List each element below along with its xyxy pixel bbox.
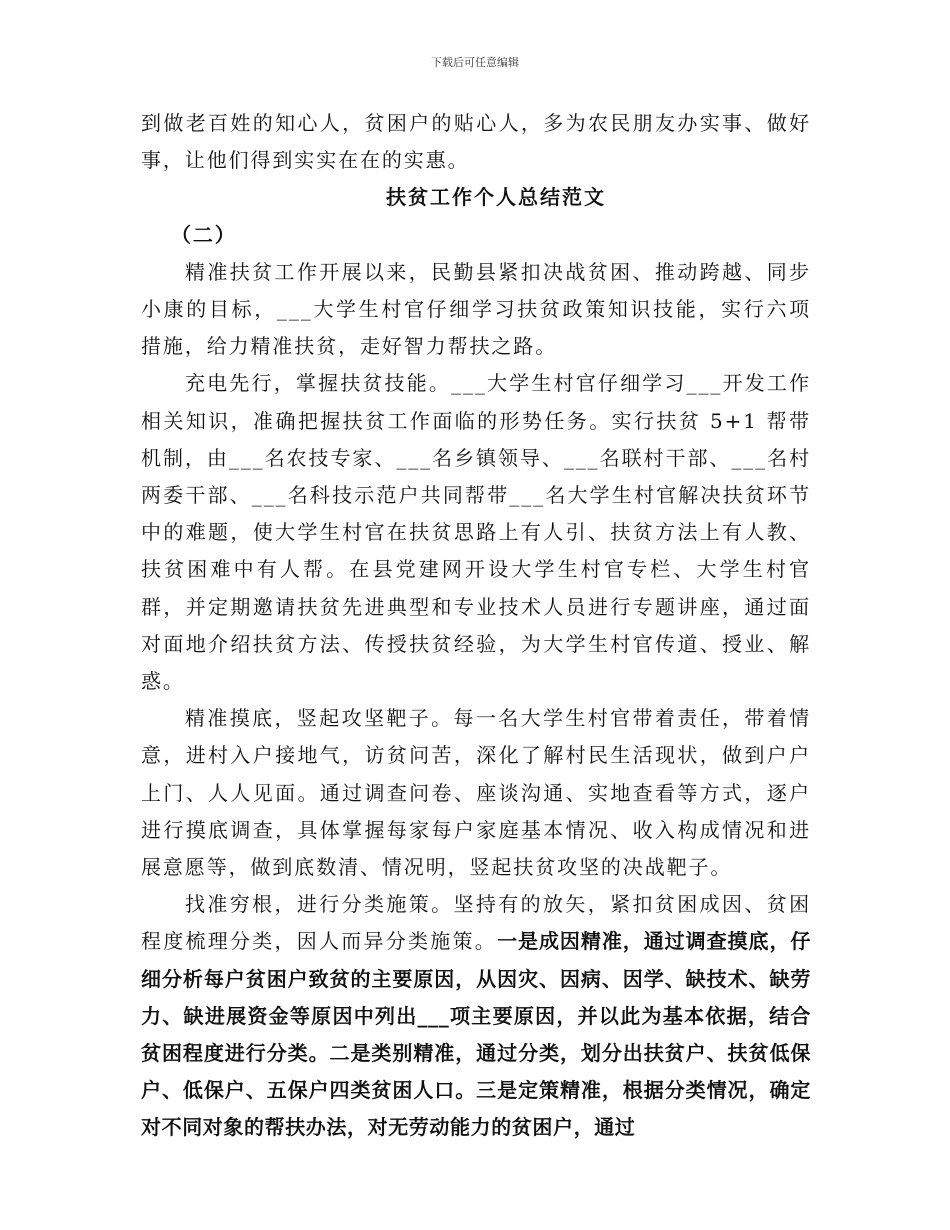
paragraph-intro: 精准扶贫工作开展以来，民勤县紧扣决战贫困、推动跨越、同步小康的目标，___大学生村官仔细学习扶贫政策知识技能，实行六项措施，给力精准扶贫，走好智力帮扶之路。 xyxy=(141,259,811,359)
paragraph-classify-normal: 找准穷根，进行分类施策。坚持有的放矢，紧扣贫困成因、贫困程度梳理分类，因人而异分类施策。 xyxy=(141,892,811,954)
paragraph-survey: 精准摸底，竖起攻坚靶子。每一名大学生村官带着责任，带着情意，进村入户接地气，访贫问苦，深化了解村民生活现状，做到户户上门、人人见面。通过调查问卷、座谈沟通、实地查看等方式，逐户进行摸底调查，具体掌握每家每户家庭基本情况、收入构成情况和进展意愿等，做到底数清、情况明，竖起扶贫攻坚的决战靶子。 xyxy=(141,706,811,880)
paragraph-classify xyxy=(141,886,811,1146)
paragraph-continuation: 到做老百姓的知心人，贫困户的贴心人，多为农民朋友办实事、做好事，让他们得到实实在在的实惠。 xyxy=(141,111,811,173)
paragraph-charging: 充电先行，掌握扶贫技能。___大学生村官仔细学习___开发工作相关知识，准确把握扶贫工作面临的形势任务。实行扶贫 5+1 帮带机制，由___名农技专家、___名乡镇领导、___名联村干部、___名村两委干部、___名科技示范户共同帮带___名大学生村官解决扶贫环节中的难题，使大学生村官在扶贫思路上有人引、扶贫方法上有人教、扶贫困难中有人帮。在县党建网开设大学生村官专栏、大学生村官群，并定期邀请扶贫先进典型和专业技术人员进行专题讲座，通过面对面地介绍扶贫方法、传授扶贫经验，为大学生村官传道、授业、解惑。 xyxy=(141,371,811,694)
document-body xyxy=(141,105,811,1147)
paragraph-classify-bold: 一是成因精准，通过调查摸底，仔细分析每户贫困户致贫的主要原因，从因灾、因病、因学、缺技术、缺劳力、缺进展资金等原因中列出___项主要原因，并以此为基本依据，结合贫困程度进行分类。二是类别精准，通过分类，划分出扶贫户、扶贫低保户、低保户、五保户四类贫困人口。三是定策精准，根据分类情况，确定对不同对象的帮扶办法，对无劳动能力的贫困户，通过 xyxy=(141,929,812,1140)
page-header: 下载后可任意编辑 xyxy=(431,56,519,69)
section-subtitle: （二） xyxy=(171,222,237,247)
section-title: 扶贫工作个人总结范文 xyxy=(386,185,606,210)
